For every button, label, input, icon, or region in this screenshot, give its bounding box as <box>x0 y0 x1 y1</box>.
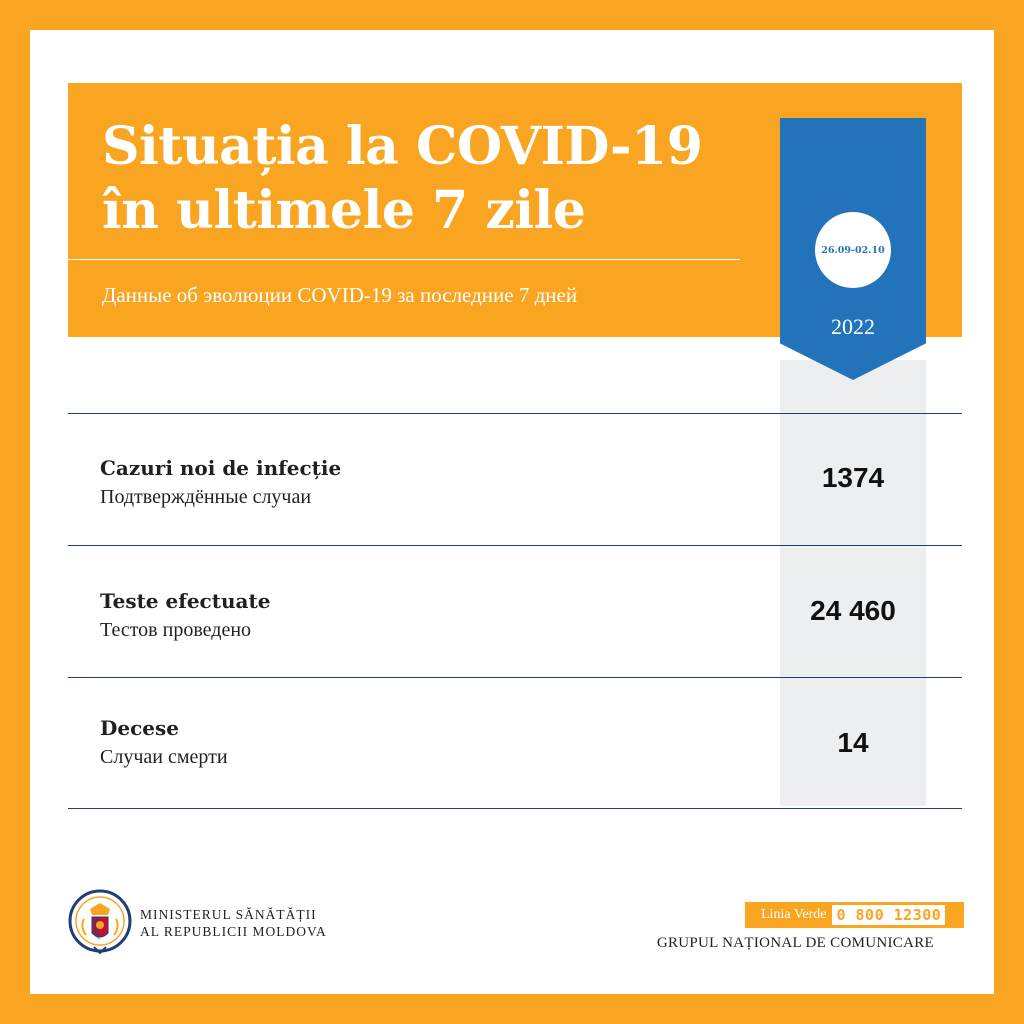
stat-label-ru: Случаи смерти <box>100 746 228 768</box>
page-title <box>102 115 702 243</box>
title-line-2: în ultimele 7 zile <box>102 180 586 241</box>
hotline-banner <box>745 902 964 928</box>
moldova-coat-of-arms-icon <box>68 885 132 965</box>
stat-value-tests: 24 460 <box>810 595 896 626</box>
row-divider <box>68 677 962 678</box>
date-range: 26.09-02.10 <box>821 244 885 256</box>
hotline-number: 0 800 12300 <box>832 905 945 925</box>
row-divider <box>68 545 962 546</box>
stat-label-ru: Тестов проведено <box>100 619 252 641</box>
communication-group-name: GRUPUL NAȚIONAL DE COMUNICARE <box>656 935 934 951</box>
row-divider <box>68 413 962 414</box>
row-divider <box>68 808 962 809</box>
stat-label-ru: Подтверждённые случаи <box>100 486 312 508</box>
header-divider <box>68 259 740 260</box>
stat-label-ro: Cazuri noi de infecție <box>100 456 342 480</box>
ministry-name <box>140 906 327 940</box>
ministry-line-2: AL REPUBLICII MOLDOVA <box>140 924 327 939</box>
year-label: 2022 <box>831 314 875 339</box>
stat-label-ro: Decese <box>100 716 179 740</box>
date-range-badge <box>815 212 891 288</box>
stat-value-deaths: 14 <box>837 727 869 758</box>
ministry-line-1: MINISTERUL SĂNĂTĂȚII <box>140 907 317 922</box>
hotline-label: Linia Verde <box>761 907 827 922</box>
stat-value-new-cases: 1374 <box>821 462 885 493</box>
stat-label-ro: Teste efectuate <box>100 589 271 613</box>
infographic-card <box>30 30 994 994</box>
subtitle: Данные об эволюции COVID-19 за последние 7 дней <box>102 283 578 307</box>
title-line-1: Situația la COVID-19 <box>102 116 703 177</box>
